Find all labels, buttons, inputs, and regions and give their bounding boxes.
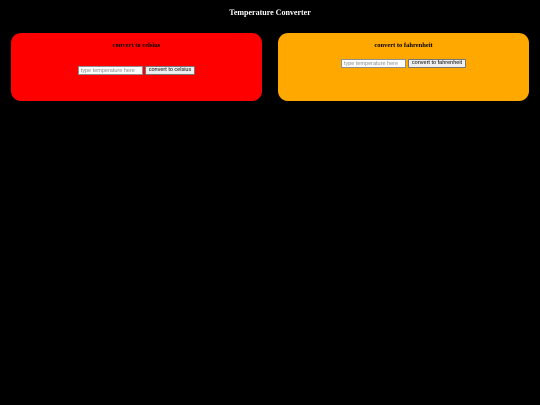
- celsius-form: [11, 66, 262, 75]
- convert-to-celsius-button[interactable]: convert to celsius: [145, 66, 196, 75]
- fahrenheit-form: [278, 59, 529, 68]
- celsius-card-heading: convert to celsius: [112, 42, 161, 49]
- celsius-temperature-input[interactable]: [78, 66, 143, 75]
- fahrenheit-converter-card: [278, 33, 529, 101]
- page-title: Temperature Converter: [229, 8, 311, 17]
- convert-to-fahrenheit-button[interactable]: convert to fahrenheit: [408, 59, 466, 68]
- fahrenheit-card-heading: convert to fahrenheit: [374, 42, 433, 49]
- fahrenheit-temperature-input[interactable]: [341, 59, 406, 68]
- celsius-converter-card: [11, 33, 262, 101]
